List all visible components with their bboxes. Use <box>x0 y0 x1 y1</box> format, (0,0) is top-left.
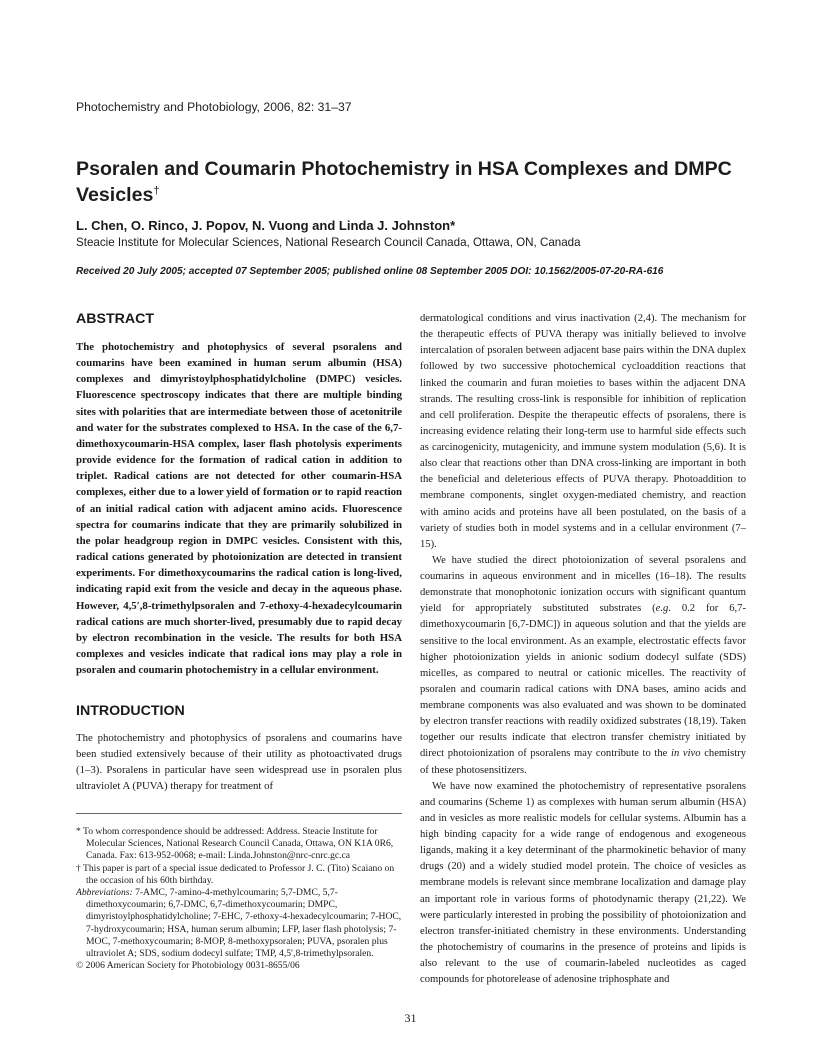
author-list: L. Chen, O. Rinco, J. Popov, N. Vuong and Linda J. Johnston* <box>76 218 456 233</box>
body-paragraph-2 <box>420 553 746 779</box>
introduction-paragraph: The photochemistry and photophysics of psoralens and coumarins have been studied extensively because of their utility as photoactivated drugs (1–3). Psoralens in particular have seen widespread use in psoralen plus ultraviolet A (PUVA) therapy for treatment of <box>76 732 402 793</box>
publication-dates-doi: Received 20 July 2005; accepted 07 September 2005; published online 08 September 2005 DOI: 10.1562/2005-07-20-RA-616 <box>76 266 664 277</box>
article-title <box>76 158 756 206</box>
left-column <box>76 311 402 794</box>
abstract-heading: ABSTRACT <box>76 311 155 327</box>
journal-citation: Photochemistry and Photobiology, 2006, 82: 31–37 <box>76 100 352 114</box>
copyright-line: © 2006 American Society for Photobiology 0031-8655/06 <box>76 960 300 972</box>
p2-text-c: chemistry of these photosensitizers. <box>420 748 746 776</box>
abbreviations-label: Abbreviations: <box>76 887 133 899</box>
abbreviations-footnote <box>76 887 402 960</box>
p2-text-a: We have studied the direct photoionization of several psoralens and coumarins in aqueous environment and in micelles (16–18). The results demonstrate that monophotonic ionization occurs with significant quantum yield for appropriately substituted substrates ( <box>420 554 746 615</box>
title-footnote-mark: † <box>153 185 160 197</box>
p2-text-b: 0.2 for 6,7-dimethoxycoumarin [6,7-DMC]) in aqueous solution and that the yields are sensitive to the local environment. As an example, electrostatic effects favor higher photoionization yields in anionic sodium dodecyl sulfate (SDS) micelles, as compared to neutral or cationic micelles. The reactivity of psoralen and coumarin radical cations with DNA bases, amino acids and membrane components was also evaluated and was shown to be dominated by electron transfer reactions with readily oxidized substrates (18,19). Taken together our results indicate that electron transfer chemistry initiated by direct photoionization of psoralens may contribute to the <box>420 603 746 760</box>
article-title-text: Psoralen and Coumarin Photochemistry in HSA Complexes and DMPC Vesicles <box>76 158 732 206</box>
abstract-body: The photochemistry and photophysics of several psoralens and coumarins have been examined in human serum albumin (HSA) complexes and dimyristoylphosphatidylcholine (DMPC) vesicles. Fluorescence spectroscopy indicates that there are multiple binding sites with polarities that are intermediate between those of acetonitrile and water for the substrates complexed to HSA. In the case of the 6,7-dimethoxycoumarin-HSA complex, laser flash photolysis experiments provide evidence for the formation of radical cation in addition to triplet. Radical cations are not detected for other coumarin-HSA complexes, either due to a lower yield of formation or to rapid reaction of an initial radical cation with adjacent amino acids. Fluorescence spectra for coumarins indicate that they are primarily solubilized in the polar headgroup region in DMPC vesicles. Consistent with this, radical cations generated by photoionization are detected in transient experiments. For dimethoxycoumarins the radical cation is long-lived, indicating rapid exit from the vesicle and decay in the aqueous phase. However, 4,5′,8-trimethylpsoralen and 7-ethoxy-4-hexadecylcoumarin radical cations are much shorter-lived, presumably due to rapid decay by electron recombination in the vesicle. The results for both HSA complexes and vesicles indicate that radical ions may play a role in psoralen and coumarin photochemistry in a cellular environment. <box>76 341 402 677</box>
right-column <box>420 311 746 988</box>
affiliation: Steacie Institute for Molecular Sciences, National Research Council Canada, Ottawa, ON, Canada <box>76 236 581 249</box>
correspondence-footnote: * To whom correspondence should be addressed: Address. Steacie Institute for Molecular Sciences, National Research Council Canada, Ottawa, ON K1A 0R6, Canada. Fax: 613-952-0068; e-mail: Linda.Johnston@nrc-cnrc.gc.ca <box>76 826 394 862</box>
special-issue-footnote: † This paper is part of a special issue dedicated to Professor J. C. (Tito) Scaiano on the occasion of his 60th birthday. <box>76 862 395 886</box>
body-paragraph-1: dermatological conditions and virus inactivation (2,4). The mechanism for the therapeutic effects of PUVA therapy was initially believed to involve intercalation of psoralen between adjacent base pairs within the DNA duplex followed by two successive photochemical cycloaddition reactions that linked the coumarin and furan moieties to bases within the adjacent DNA strands. The resulting cross-link is responsible for inhibition of replication and cell proliferation. Despite the therapeutic effects of psoralens, there is increasing evidence relating their long-term use to harmful side effects such as carcinogenicity, mutagenicity, and immune system modulation (5,6). It is also clear that reactions other than DNA cross-linking are important in both the beneficial and deleterious effects of PUVA therapy. Photoaddition to membrane components, singlet oxygen-mediated chemistry, and reaction with amino acids and proteins have all been postulated, on the basis of a variety of studies both in model systems and in a cellular environment (7–15). <box>420 313 746 550</box>
introduction-heading: INTRODUCTION <box>76 703 185 720</box>
body-paragraph-3: We have now examined the photochemistry of representative psoralens and coumarins (Scheme 1) as complexes with human serum albumin (HSA) and in vesicles as more realistic models for cellular systems. Albumin has a high binding capacity for a wide range of endogenous and exogeneous ligands, making it a key determinant of the pharmokinetic behavior of many drugs (20) and a widely studied model protein. The choice of vesicles as membrane models is relevant since membrane localization and damage play an important role in various forms of photodynamic therapy (21,22). We were particularly interested in probing the possibility of photoionization and electron transfer-initiated chemistry in these environments. Understanding the photochemistry of coumarins in the presence of proteins and lipids is also relevant to the use of coumarin-labeled nucleotides as caged compounds for photorelease of adenosine triphosphate and <box>420 780 746 986</box>
page-number: 31 <box>404 1011 417 1025</box>
abbreviations-text: 7-AMC, 7-amino-4-methylcoumarin; 5,7-DMC, 5,7-dimethoxycoumarin; 6,7-DMC, 6,7-dimethoxycoumarin; DMPC, dimyristoylphosphatidylcholine; 7-EHC, 7-ethoxy-4-hexadecylcoumarin; 7-HOC, 7-hydroxycoumarin; HSA, human serum albumin; LFP, laser flash photolysis; 7-MOC, 7-methoxycoumarin; 8-MOP, 8-methoxypsoralen; PUVA, psoralen plus ultraviolet A; SDS, sodium dodecyl sulfate; TMP, 4,5′,8-trimethylpsoralen. <box>86 887 402 960</box>
footnotes <box>76 813 402 972</box>
p2-eg: e.g. <box>655 603 671 615</box>
p2-in-vivo: in vivo <box>671 748 701 760</box>
